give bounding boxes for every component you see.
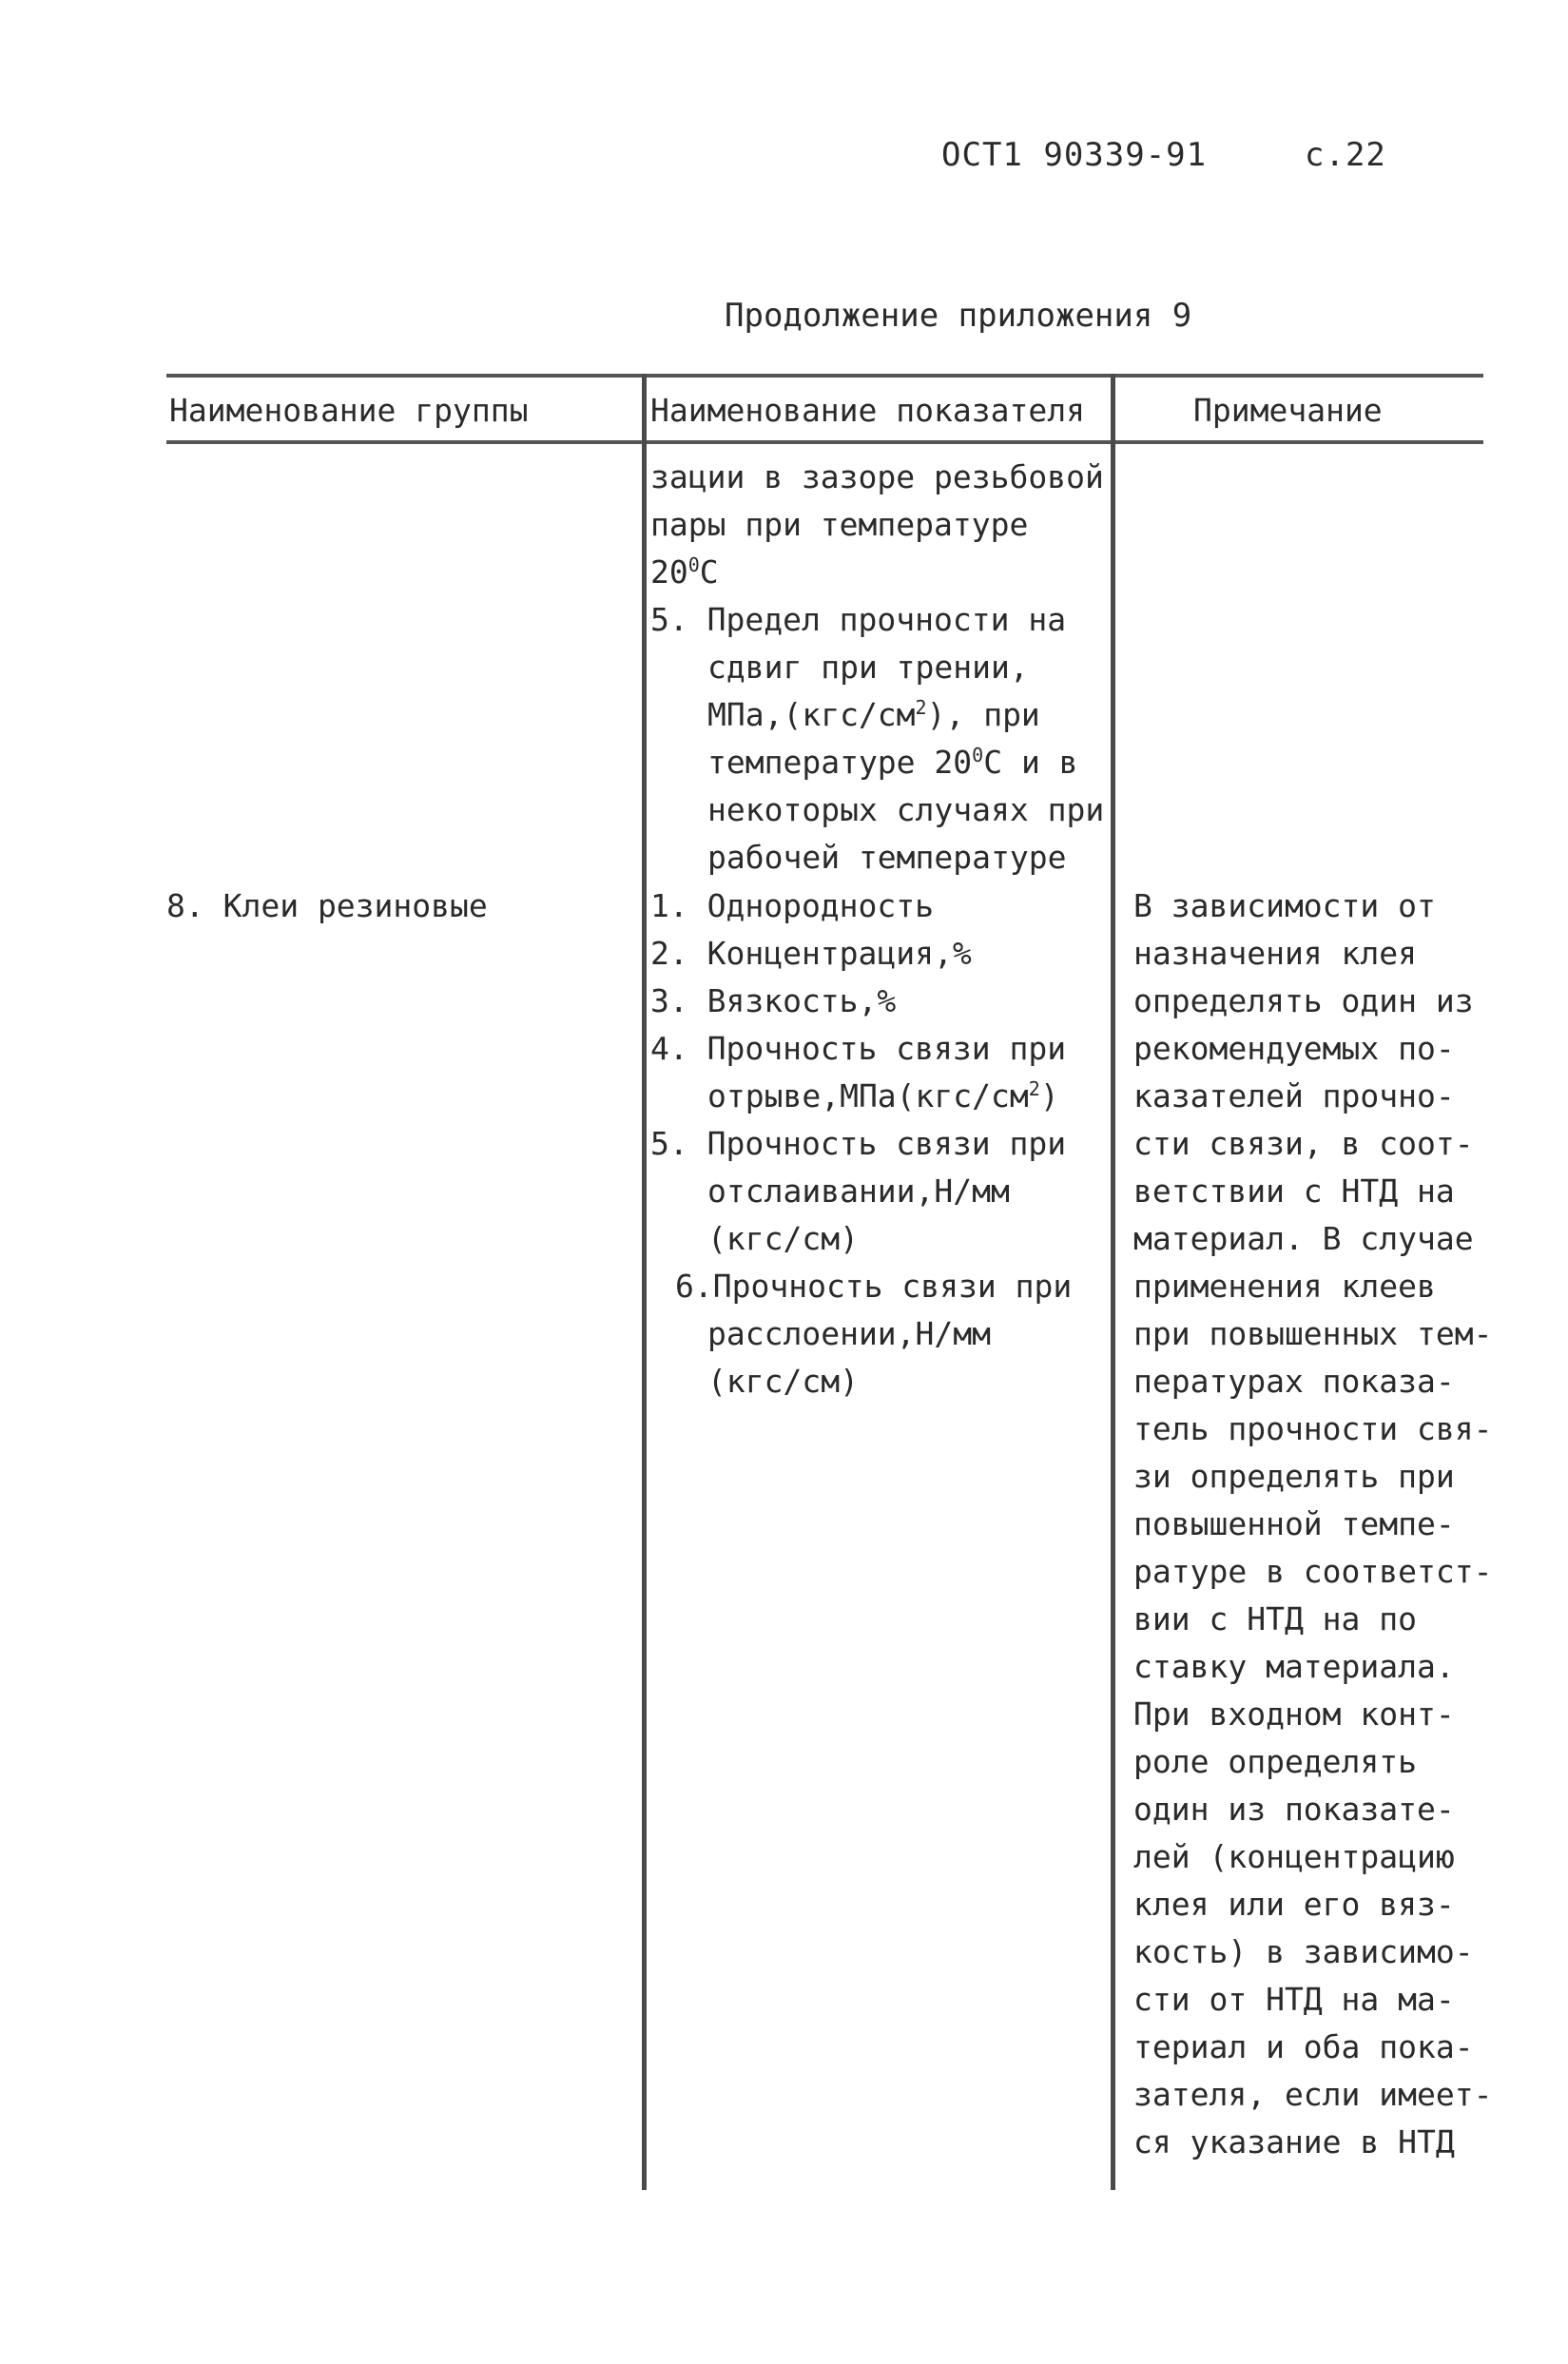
note-line: сти от НТД на ма- bbox=[1133, 1981, 1455, 2018]
note-line: зи определять при bbox=[1133, 1458, 1455, 1495]
note-line: при повышенных тем- bbox=[1133, 1315, 1493, 1352]
note-line: ветствии с НТД на bbox=[1133, 1172, 1455, 1210]
note-line: клея или его вяз- bbox=[1133, 1886, 1455, 1923]
note-line: назначения клея bbox=[1133, 935, 1418, 972]
indicator-item: 3. Вязкость,% bbox=[650, 982, 897, 1019]
note-line: ся указание в НТД bbox=[1133, 2123, 1455, 2161]
column-divider-1 bbox=[642, 374, 647, 2190]
note-line: тель прочности свя- bbox=[1133, 1410, 1493, 1447]
note-line: казателей прочно- bbox=[1133, 1077, 1455, 1114]
indicator-item: 6.Прочность связи при bbox=[675, 1268, 1073, 1305]
table-caption: Продолжение приложения 9 bbox=[725, 297, 1192, 335]
note-line: рекомендуемых по- bbox=[1133, 1030, 1455, 1067]
note-cell bbox=[1133, 885, 1493, 2169]
indicator-line: пары при температуре bbox=[650, 506, 1029, 543]
group-cell bbox=[166, 885, 488, 933]
indicator-list bbox=[650, 885, 1072, 1408]
indicator-line: сдвиг при трении, bbox=[707, 649, 1029, 686]
indicator-line: $МПа,(кгс/см^2)$, при bbox=[707, 696, 1040, 733]
note-line: применения клеев bbox=[1133, 1268, 1436, 1305]
indicator-item: расслоении,Н/мм bbox=[707, 1315, 992, 1352]
indicator-item: отслаивании,Н/мм bbox=[707, 1172, 1010, 1210]
note-line: вии с НТД на по bbox=[1133, 1600, 1418, 1637]
table-top-rule bbox=[166, 374, 1483, 378]
page-number: с.22 bbox=[1305, 136, 1386, 174]
note-line: роле определять bbox=[1133, 1743, 1418, 1780]
note-line: повышенной темпе- bbox=[1133, 1505, 1455, 1542]
note-line: кость) в зависимо- bbox=[1133, 1933, 1474, 1970]
table-header-rule bbox=[166, 440, 1483, 444]
column-header-indicator: Наименование показателя bbox=[650, 392, 1085, 429]
note-line: сти связи, в соот- bbox=[1133, 1125, 1474, 1162]
note-line: один из показате- bbox=[1133, 1791, 1455, 1828]
indicator-item: 4. Прочность связи при bbox=[650, 1030, 1067, 1067]
indicator-line: $20^0С$ bbox=[650, 553, 719, 591]
note-line: лей (концентрацию bbox=[1133, 1838, 1455, 1875]
indicator-item: $отрыве,МПа(кгс/см^2)$ bbox=[707, 1077, 1059, 1114]
note-line: пературах показа- bbox=[1133, 1363, 1455, 1400]
note-line: В зависимости от bbox=[1133, 887, 1436, 924]
indicator-line: некоторых случаях при bbox=[707, 791, 1105, 828]
indicator-line: рабочей температуре bbox=[707, 839, 1067, 876]
note-line: ставку материала. bbox=[1133, 1648, 1455, 1685]
column-header-group: Наименование группы bbox=[169, 392, 529, 429]
group-name: 8. Клеи резиновые bbox=[166, 887, 488, 924]
note-line: При входном конт- bbox=[1133, 1695, 1455, 1733]
note-line: зателя, если имеет- bbox=[1133, 2076, 1493, 2113]
note-line: ратуре в соответст- bbox=[1133, 1553, 1493, 1590]
indicator-item: (кгс/см) bbox=[707, 1363, 859, 1400]
note-line: териал и оба пока- bbox=[1133, 2028, 1474, 2065]
note-line: определять один из bbox=[1133, 982, 1474, 1019]
indicator-item: 2. Концентрация,% bbox=[650, 935, 972, 972]
indicator-item: 1. Однородность bbox=[650, 887, 935, 924]
note-line: материал. В случае bbox=[1133, 1220, 1474, 1257]
indicator-line: температуре $20^0С$ и в bbox=[707, 744, 1078, 781]
indicator-line: зации в зазоре резьбовой bbox=[650, 458, 1104, 495]
column-header-note: Примечание bbox=[1193, 392, 1383, 429]
column-divider-2 bbox=[1111, 374, 1115, 2190]
indicator-item: 5. Прочность связи при bbox=[650, 1125, 1067, 1162]
continued-indicator-cell bbox=[650, 456, 1104, 884]
indicator-item: (кгс/см) bbox=[707, 1220, 859, 1257]
indicator-line: 5. Предел прочности на bbox=[650, 601, 1067, 638]
document-code: ОСТ1 90339-91 bbox=[941, 136, 1208, 174]
